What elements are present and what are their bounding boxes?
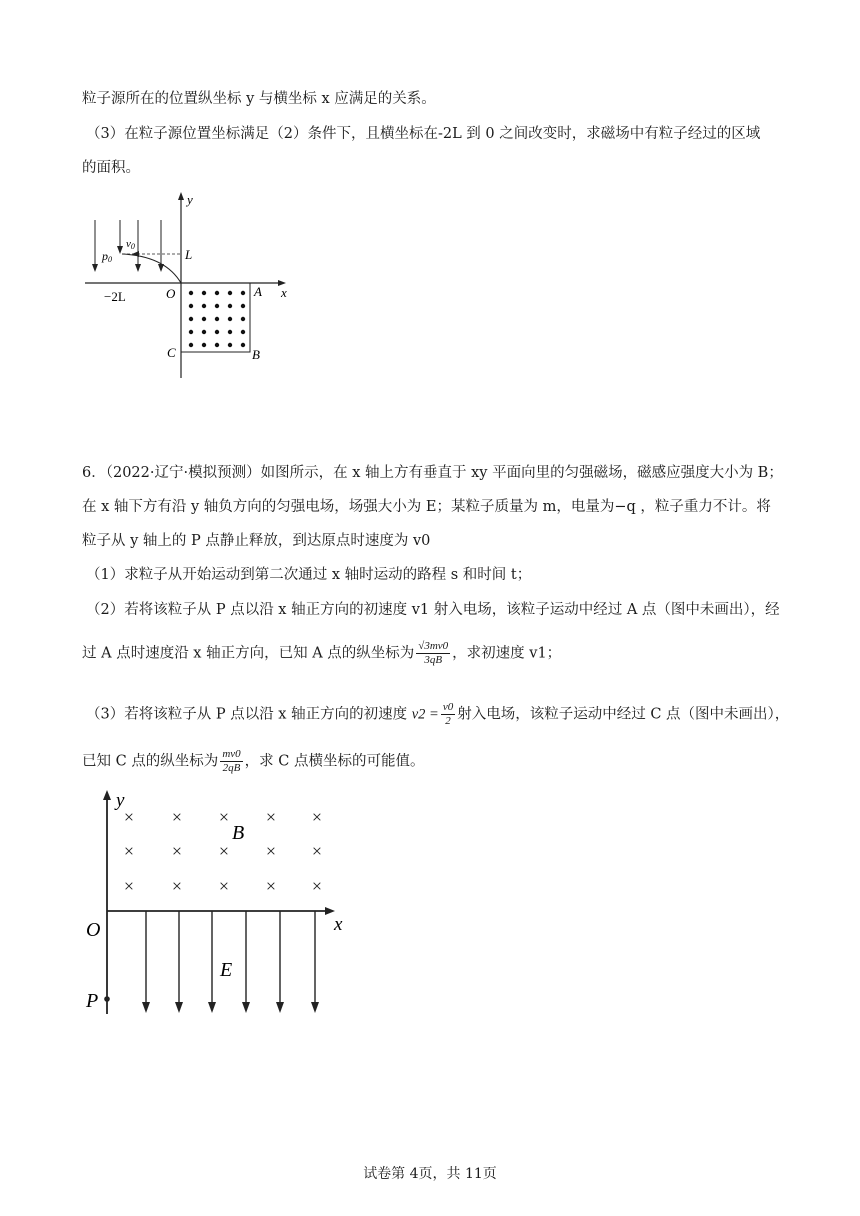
svg-text:×: × bbox=[265, 841, 277, 861]
fig2-O-label: O bbox=[86, 919, 101, 941]
intro-line: 粒子源所在的位置纵坐标 y 与横坐标 x 应满足的关系。 bbox=[82, 91, 436, 107]
fig2-y-label: y bbox=[116, 790, 125, 811]
fig2-magnetic-crosses bbox=[124, 807, 322, 896]
fig1-x-label: x bbox=[281, 285, 287, 300]
figure-2-field-diagram bbox=[82, 786, 362, 1026]
fraction-v2: $\frac{v0}{2}$ bbox=[442, 701, 454, 727]
q6-part3-line1: （3）若将该粒子从 P 点以沿 x 轴正方向的初速度 v2 = $\frac{v0}{2}$ 射入电场，该粒子运动中经过 C 点（图中未画出）， bbox=[86, 701, 790, 727]
svg-text:×: × bbox=[171, 807, 183, 827]
svg-text:×: × bbox=[171, 876, 183, 896]
svg-text:×: × bbox=[171, 841, 183, 861]
figure-1-magnetic-square bbox=[80, 188, 310, 388]
svg-text:×: × bbox=[218, 807, 230, 827]
fig2-x-label: x bbox=[334, 914, 343, 935]
q5-part3-line1: （3）在粒子源位置坐标满足（2）条件下，且横坐标在-2L 到 0 之间改变时，求磁场中有粒子经过的区域 bbox=[86, 126, 761, 142]
svg-text:×: × bbox=[123, 841, 135, 861]
q6-part1: （1）求粒子从开始运动到第二次通过 x 轴时运动的路程 s 和时间 t； bbox=[86, 567, 532, 583]
svg-text:×: × bbox=[218, 876, 230, 896]
q6-part2-line1: （2）若将该粒子从 P 点以沿 x 轴正方向的初速度 v1 射入电场，该粒子运动中经过 A 点（图中未画出），经 bbox=[86, 602, 780, 618]
q6-line3: 粒子从 y 轴上的 P 点静止释放，到达原点时速度为 v0 bbox=[82, 533, 431, 549]
q6-part3-line2: 已知 C 点的纵坐标为 $\frac{mv0}{2qB}$ ，求 C 点横坐标的可能值。 bbox=[82, 748, 425, 774]
q5-part3-line2: 的面积。 bbox=[82, 160, 140, 176]
fig1-neg2L-label: −2L bbox=[104, 289, 126, 304]
fig2-electric-field-arrows bbox=[146, 911, 315, 1004]
fig1-y-label: y bbox=[187, 192, 193, 207]
q6-line2: 在 x 轴下方有沿 y 轴负方向的匀强电场，场强大小为 E；某粒子质量为 m，电量为−q ，粒子重力不计。将 bbox=[82, 499, 771, 515]
q6-part2-line2: 过 A 点时速度沿 x 轴正方向，已知 A 点的纵坐标为 $\frac{√3mv0}{3qB}$ ，求初速度 v1； bbox=[82, 640, 562, 666]
fig1-C-label: C bbox=[167, 345, 176, 360]
fig2-B-label: B bbox=[232, 822, 245, 844]
fraction-A-ordinate: $\frac{√3mv0}{3qB}$ bbox=[418, 640, 449, 666]
fig2-P-label: P bbox=[86, 990, 99, 1012]
fig2-point-P bbox=[104, 996, 110, 1002]
svg-text:×: × bbox=[265, 807, 277, 827]
page-footer: 试卷第 4页，共 11页 bbox=[363, 1166, 497, 1182]
svg-text:×: × bbox=[123, 807, 135, 827]
fraction-C-ordinate: $\frac{mv0}{2qB}$ bbox=[222, 748, 241, 774]
svg-text:×: × bbox=[311, 841, 323, 861]
fig1-v0-label: v0 bbox=[126, 238, 135, 251]
svg-text:×: × bbox=[311, 807, 323, 827]
svg-text:×: × bbox=[265, 876, 277, 896]
fig1-p0-label: p0 bbox=[102, 249, 112, 264]
fig1-O-label: O bbox=[166, 286, 176, 301]
fig1-field-dots bbox=[189, 291, 245, 347]
fig1-L-label: L bbox=[185, 247, 193, 262]
svg-text:×: × bbox=[123, 876, 135, 896]
fig1-A-label: A bbox=[254, 284, 262, 299]
svg-text:×: × bbox=[218, 841, 230, 861]
fig2-E-label: E bbox=[220, 959, 233, 981]
fig1-B-label: B bbox=[252, 347, 260, 362]
q6-line1: 6．（2022·辽宁·模拟预测）如图所示，在 x 轴上方有垂直于 xy 平面向里的匀强磁场，磁感应强度大小为 B； bbox=[82, 465, 783, 481]
svg-text:×: × bbox=[311, 876, 323, 896]
